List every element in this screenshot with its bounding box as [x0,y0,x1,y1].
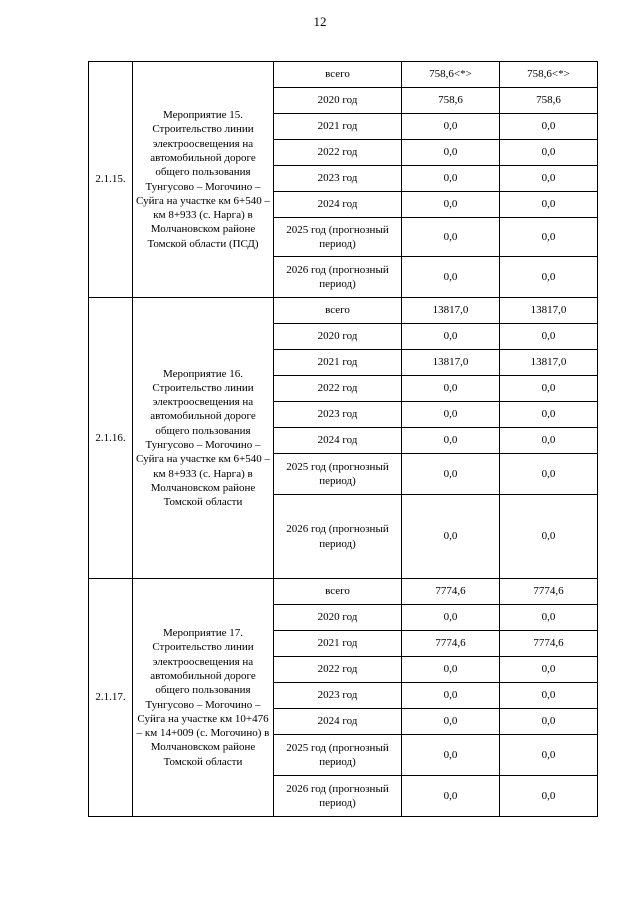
period-cell: 2021 год [274,350,402,376]
value-cell: 13817,0 [500,350,598,376]
value-cell: 0,0 [402,140,500,166]
period-cell: 2026 год (прогнозный период) [274,776,402,817]
measure-title: Мероприятие 15. Строительство линии электроосвещения на автомобильной дороге общего пользования Тунгусово – Могочино – Суйга на участке км 6+540 – км 8+933 (с. Нарга) в Молчановском районе Томской области (ПСД) [133,62,274,298]
period-cell: 2020 год [274,324,402,350]
value-cell: 0,0 [500,402,598,428]
value-cell: 0,0 [500,657,598,683]
value-cell: 13817,0 [402,350,500,376]
period-cell: 2021 год [274,631,402,657]
period-cell: 2025 год (прогнозный период) [274,735,402,776]
value-cell: 0,0 [402,709,500,735]
value-cell: 0,0 [500,324,598,350]
period-cell: 2024 год [274,709,402,735]
value-cell: 0,0 [500,709,598,735]
measure-number: 2.1.16. [89,298,133,579]
value-cell: 0,0 [500,192,598,218]
value-cell: 0,0 [500,495,598,579]
period-cell: всего [274,62,402,88]
value-cell: 0,0 [500,454,598,495]
measure-title: Мероприятие 16. Строительство линии электроосвещения на автомобильной дороге общего пользования Тунгусово – Могочино – Суйга на участке км 6+540 – км 8+933 (с. Нарга) в Молчановском районе Томской области [133,298,274,579]
value-cell: 0,0 [402,657,500,683]
period-cell: всего [274,298,402,324]
value-cell: 7774,6 [500,631,598,657]
value-cell: 758,6<*> [500,62,598,88]
value-cell: 758,6 [500,88,598,114]
period-cell: 2022 год [274,376,402,402]
period-cell: 2026 год (прогнозный период) [274,257,402,298]
value-cell: 0,0 [402,324,500,350]
table-row [89,298,598,324]
measure-title: Мероприятие 17. Строительство линии электроосвещения на автомобильной дороге общего пользования Тунгусово – Могочино – Суйга на участке км 10+476 – км 14+009 (с. Могочино) в Молчановском районе Томской области [133,579,274,817]
period-cell: всего [274,579,402,605]
period-cell: 2025 год (прогнозный период) [274,218,402,257]
period-cell: 2023 год [274,402,402,428]
period-cell: 2023 год [274,683,402,709]
period-cell: 2021 год [274,114,402,140]
value-cell: 758,6 [402,88,500,114]
value-cell: 0,0 [402,192,500,218]
value-cell: 0,0 [500,166,598,192]
value-cell: 0,0 [402,257,500,298]
value-cell: 758,6<*> [402,62,500,88]
value-cell: 13817,0 [500,298,598,324]
value-cell: 0,0 [500,218,598,257]
value-cell: 7774,6 [402,631,500,657]
period-cell: 2020 год [274,605,402,631]
value-cell: 0,0 [402,166,500,192]
value-cell: 0,0 [500,257,598,298]
measures-table [88,61,598,817]
value-cell: 0,0 [402,683,500,709]
value-cell: 0,0 [402,218,500,257]
value-cell: 0,0 [402,428,500,454]
value-cell: 0,0 [402,454,500,495]
value-cell: 0,0 [402,402,500,428]
value-cell: 0,0 [500,376,598,402]
value-cell: 0,0 [500,114,598,140]
value-cell: 0,0 [500,735,598,776]
value-cell: 0,0 [402,605,500,631]
value-cell: 13817,0 [402,298,500,324]
value-cell: 0,0 [402,114,500,140]
page-number: 12 [313,14,327,29]
table-row [89,579,598,605]
measure-number: 2.1.17. [89,579,133,817]
period-cell: 2023 год [274,166,402,192]
period-cell: 2020 год [274,88,402,114]
period-cell: 2022 год [274,657,402,683]
period-cell: 2025 год (прогнозный период) [274,454,402,495]
period-cell: 2024 год [274,428,402,454]
value-cell: 0,0 [402,776,500,817]
value-cell: 0,0 [402,376,500,402]
value-cell: 0,0 [500,605,598,631]
value-cell: 0,0 [402,495,500,579]
value-cell: 0,0 [500,140,598,166]
measure-number: 2.1.15. [89,62,133,298]
period-cell: 2026 год (прогнозный период) [274,495,402,579]
value-cell: 0,0 [500,428,598,454]
period-cell: 2024 год [274,192,402,218]
period-cell: 2022 год [274,140,402,166]
value-cell: 0,0 [500,776,598,817]
table-row [89,62,598,88]
value-cell: 7774,6 [402,579,500,605]
value-cell: 0,0 [500,683,598,709]
value-cell: 7774,6 [500,579,598,605]
value-cell: 0,0 [402,735,500,776]
